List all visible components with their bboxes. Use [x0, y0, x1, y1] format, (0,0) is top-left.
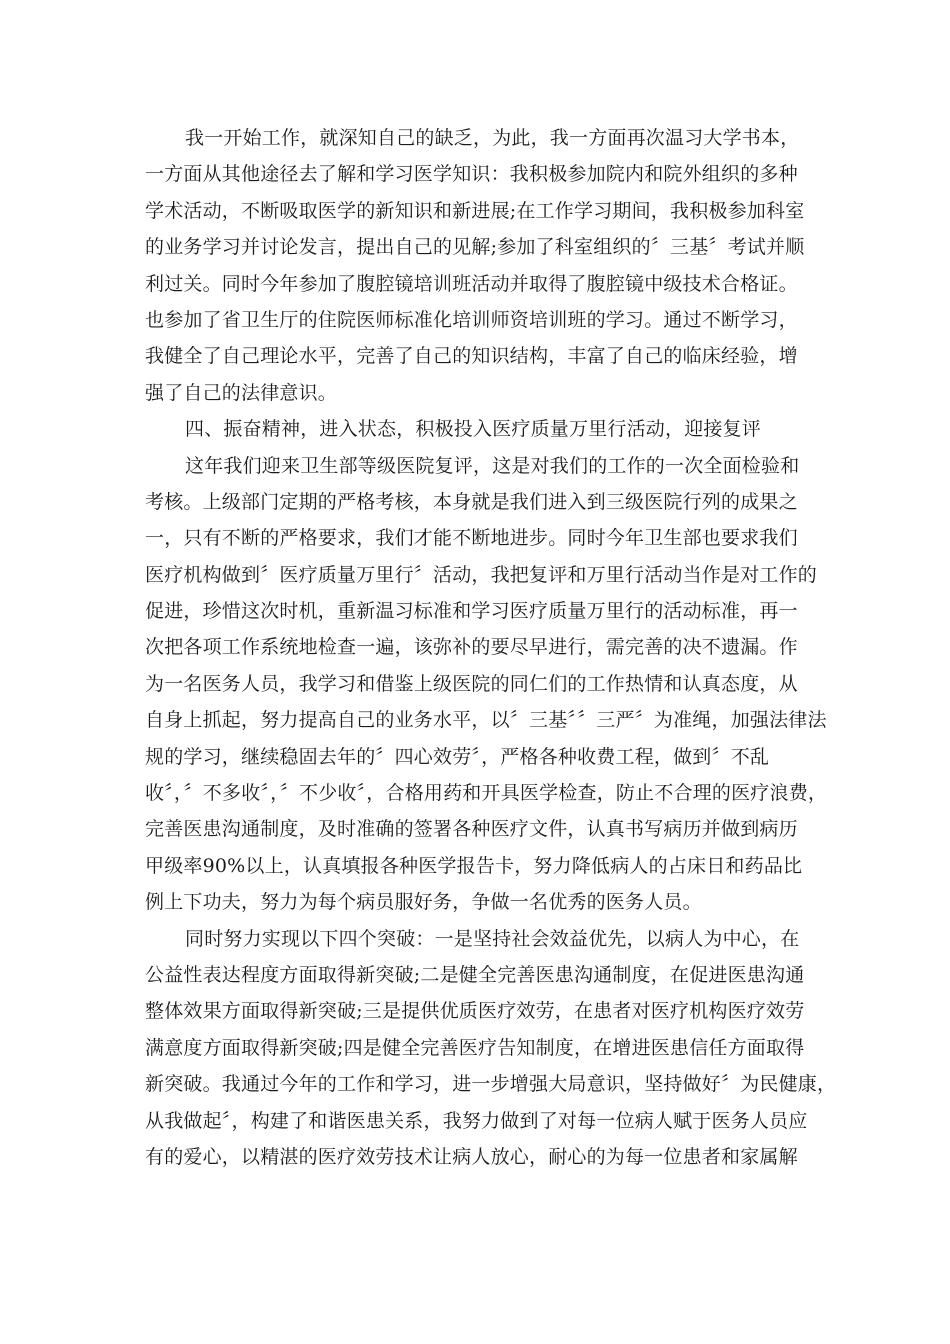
paragraph-line: 我一开始工作，就深知自己的缺乏，为此，我一方面再次温习大学书本，	[185, 127, 800, 149]
paragraph-line: 医疗机构做到〞医疗质量万里行〞活动，我把复评和万里行活动当作是对工作的	[145, 563, 818, 586]
paragraph-line: 收〞，〞不多收〞，〞不少收〞，合格用药和开具医学检查，防止不合理的医疗浪费，	[145, 782, 828, 805]
paragraph-line: 同时努力实现以下四个突破：一是坚持社会效益优先，以病人为中心，在	[185, 927, 800, 950]
paragraph-line: 完善医患沟通制度，及时准确的签署各种医疗文件，认真书写病历并做到病历	[145, 818, 798, 841]
paragraph-line: 满意度方面取得新突破;四是健全完善医疗告知制度，在增进医患信任方面取得	[145, 1036, 805, 1059]
paragraph-line: 一，只有不断的严格要求，我们才能不断地进步。同时今年卫生部也要求我们	[145, 527, 798, 550]
paragraph-line: 新突破。我通过今年的工作和学习，进一步增强大局意识，坚持做好〞为民健康，	[145, 1073, 837, 1096]
paragraph-line: 这年我们迎来卫生部等级医院复评，这是对我们的工作的一次全面检验和	[185, 454, 800, 477]
paragraph-line: 为一名医务人员，我学习和借鉴上级医院的同仁们的工作热情和认真态度，从	[145, 672, 798, 695]
section-heading: 四、振奋精神，进入状态，积极投入医疗质量万里行活动，迎接复评	[185, 418, 762, 441]
paragraph-line: 一方面从其他途径去了解和学习医学知识：我积极参加院内和院外组织的多种	[145, 163, 798, 186]
paragraph-line: 促进，珍惜这次时机，重新温习标准和学习医疗质量万里行的活动标准，再一	[145, 600, 798, 623]
body-text	[145, 120, 837, 1175]
paragraph-line: 整体效果方面取得新突破;三是提供优质医疗效劳，在患者对医疗机构医疗效劳	[145, 1000, 805, 1023]
paragraph-line: 自身上抓起，努力提高自己的业务水平，以〞三基〞〞三严〞为准绳，加强法律法	[145, 709, 827, 732]
paragraph-line: 也参加了省卫生厅的住院医师标准化培训师资培训班的学习。通过不断学习，	[145, 308, 798, 331]
paragraph-line: 例上下功夫，努力为每个病员服好务，争做一名优秀的医务人员。	[145, 891, 702, 914]
paragraph-line: 次把各项工作系统地检查一遍，该弥补的要尽早进行，需完善的决不遗漏。作	[145, 636, 798, 659]
paragraph-line: 公益性表达程度方面取得新突破;二是健全完善医患沟通制度，在促进医患沟通	[145, 963, 805, 986]
paragraph-line: 甲级率90%以上，认真填报各种医学报告卡，努力降低病人的占床日和药品比	[145, 854, 803, 877]
paragraph-line: 从我做起〞，构建了和谐医患关系，我努力做到了对每一位病人赋于医务人员应	[145, 1109, 808, 1132]
paragraph-line: 学术活动，不断吸取医学的新知识和新进展;在工作学习期间，我积极参加科室	[145, 199, 805, 222]
paragraph-line: 考核。上级部门定期的严格考核，本身就是我们进入到三级医院行列的成果之	[145, 490, 798, 513]
paragraph-line: 强了自己的法律意识。	[145, 381, 338, 404]
paragraph-line: 我健全了自己理论水平，完善了自己的知识结构，丰富了自己的临床经验，增	[145, 345, 798, 368]
paragraph-line: 规的学习，继续稳固去年的〞四心效劳〞，严格各种收费工程，做到〞不乱	[145, 745, 770, 768]
paragraph-line: 利过关。同时今年参加了腹腔镜培训班活动并取得了腹腔镜中级技术合格证。	[145, 272, 798, 295]
paragraph-line: 有的爱心，以精湛的医疗效劳技术让病人放心，耐心的为每一位患者和家属解	[145, 1145, 798, 1168]
paragraph-line: 的业务学习并讨论发言，提出自己的见解;参加了科室组织的〞三基〞考试并顺	[145, 236, 805, 259]
